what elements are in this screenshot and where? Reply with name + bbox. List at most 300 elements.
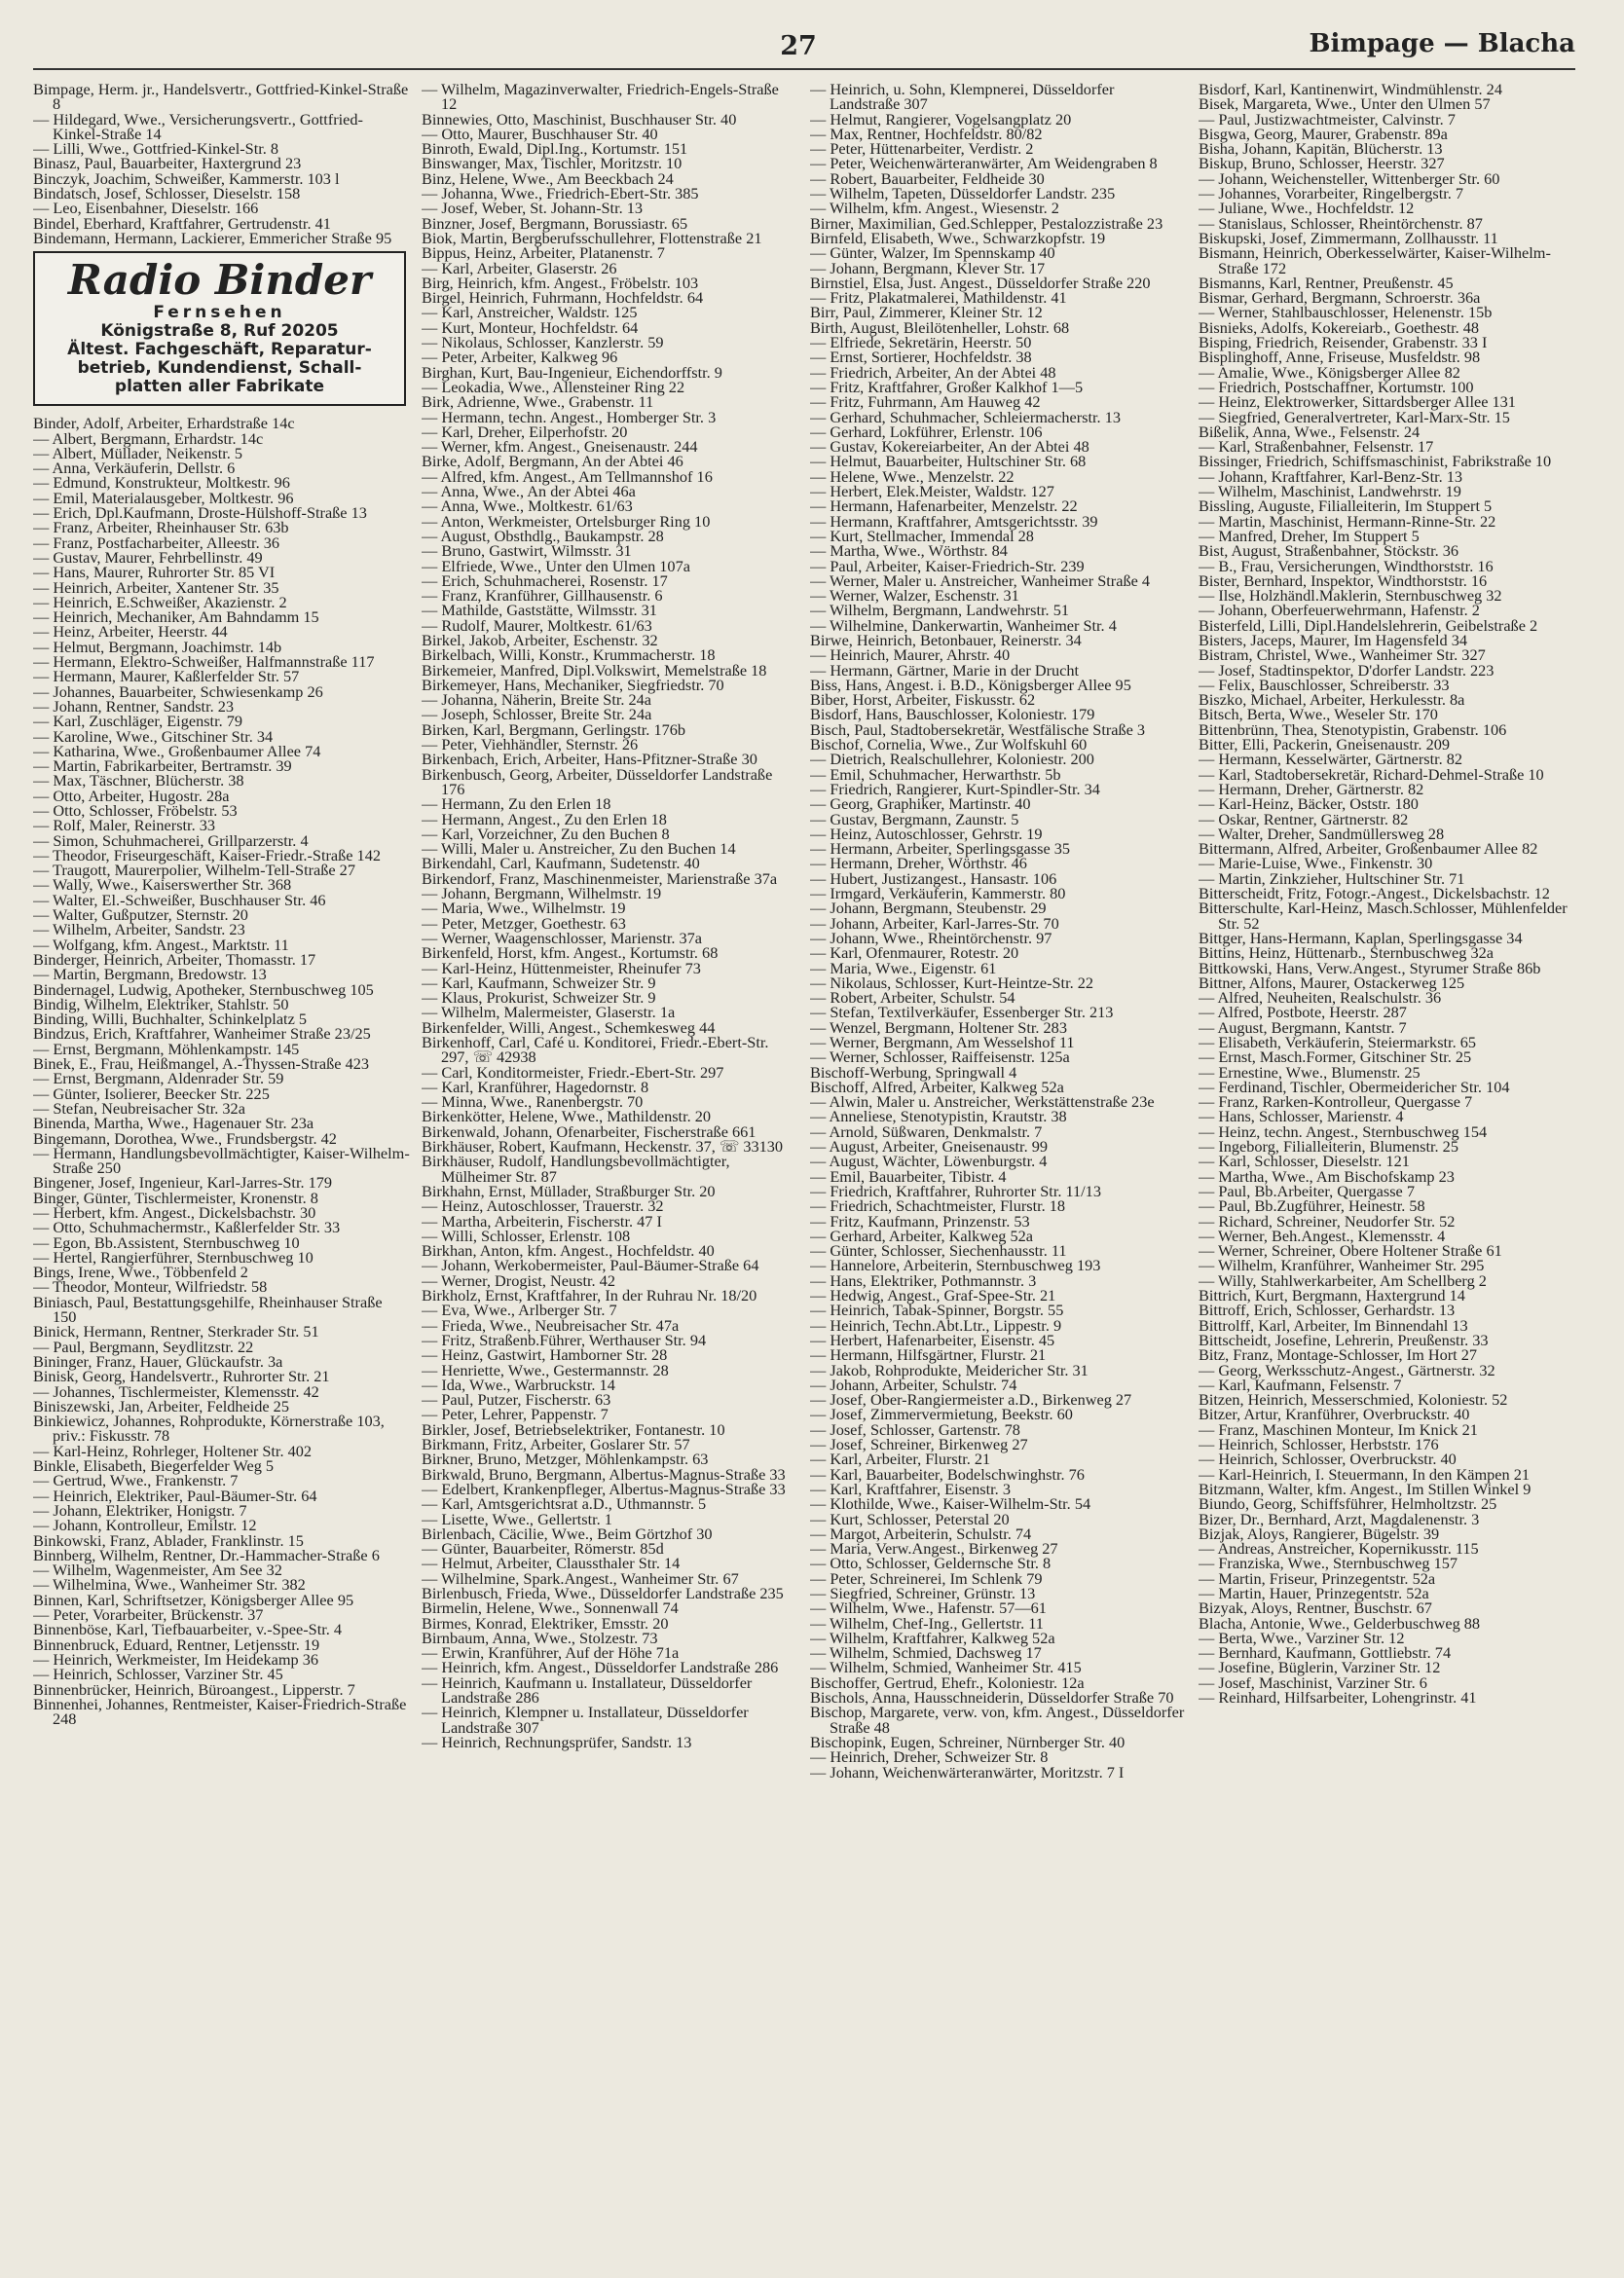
directory-entry: Birkhäuser, Rudolf, Handlungsbevollmächtigter, Mülheimer Str. 87 [422,1152,730,1186]
directory-entry: — Hans, Elektriker, Pothmannstr. 3 [810,1270,1037,1290]
directory-entry: — Paul, Bb.Arbeiter, Quergasse 7 [1199,1181,1415,1200]
directory-entry: Bister, Bernhard, Inspektor, Windthorststr. 16 [1199,570,1488,590]
directory-entry: Birkhan, Anton, kfm. Angest., Hochfeldstr. 40 [422,1241,715,1261]
directory-entry: — Stefan, Textilverkäufer, Essenberger Str. 213 [810,1003,1114,1022]
directory-entry: — Richard, Schreiner, Neudorfer Str. 52 [1199,1211,1456,1231]
directory-entry: — Fritz, Plakatmalerei, Mathildenstr. 41 [810,288,1067,308]
directory-entry: — Helmut, Bauarbeiter, Hultschiner Str. 68 [810,452,1087,471]
directory-entry: — Andreas, Anstreicher, Kopernikusstr. 115 [1199,1539,1479,1559]
advert-line: betrieb, Kundendienst, Schall- [77,358,362,379]
directory-entry: — Hermann, Handlungsbevollmächtigter, Kaiser-Wilhelm-Straße 250 [33,1143,410,1178]
directory-entry: — Katharina, Wwe., Großenbaumer Allee 74 [33,741,321,760]
directory-entry: — Peter, Vorarbeiter, Brückenstr. 37 [33,1605,264,1625]
directory-entry: Birkenbusch, Georg, Arbeiter, Düsseldorfer Landstraße 176 [422,764,773,798]
directory-entry: Bisek, Margareta, Wwe., Unter den Ulmen 57 [1199,94,1491,114]
directory-entry: — Hans, Maurer, Ruhrorter Str. 85 VI [33,563,276,582]
directory-entry: — Alwin, Maler u. Anstreicher, Werkstättenstraße 23e [810,1092,1155,1112]
directory-entry: — Rudolf, Maurer, Moltkestr. 61/63 [422,615,652,635]
directory-entry: — August, Bergmann, Kantstr. 7 [1199,1017,1407,1037]
directory-entry: — Oskar, Rentner, Gärtnerstr. 82 [1199,809,1409,828]
directory-entry: Biskupski, Josef, Zimmermann, Zollhausstr. 11 [1199,228,1498,247]
directory-entry: Birmes, Konrad, Elektriker, Emsstr. 20 [422,1613,669,1633]
directory-entry: Birke, Adolf, Bergmann, An der Abtei 46 [422,452,683,471]
directory-entry: — Peter, Weichenwärteranwärter, Am Weidengraben 8 [810,154,1158,173]
directory-entry: — Anna, Wwe., An der Abtei 46a [422,482,636,501]
directory-entry: Birlenbach, Cäcilie, Wwe., Beim Görtzhof 30 [422,1524,713,1543]
directory-entry: — Ernst, Bergmann, Möhlenkampstr. 145 [33,1039,300,1058]
directory-entry: — Stefan, Neubreisacher Str. 32a [33,1098,245,1118]
directory-entry: Bissinger, Friedrich, Schiffsmaschinist, Fabrikstraße 10 [1199,452,1552,471]
directory-entry: — Arnold, Süßwaren, Denkmalstr. 7 [810,1121,1043,1141]
directory-entry: Binroth, Ewald, Dipl.Ing., Kortumstr. 151 [422,139,688,159]
directory-entry: — Leokadia, Wwe., Allensteiner Ring 22 [422,377,685,396]
directory-entry: — Josef, Ober-Rangiermeister a.D., Birkenweg 27 [810,1390,1132,1410]
directory-entry: — Elisabeth, Verkäuferin, Steiermarkstr. 65 [1199,1033,1476,1051]
directory-entry: — Leo, Eisenbahner, Dieselstr. 166 [33,199,259,218]
directory-entry: — Eva, Wwe., Arlberger Str. 7 [422,1301,617,1320]
directory-entry: Bittger, Hans-Hermann, Kaplan, Sperlingsgasse 34 [1199,928,1523,947]
directory-entry: — Elfriede, Sekretärin, Heerstr. 50 [810,333,1032,352]
directory-entry: — Paul, Arbeiter, Kaiser-Friedrich-Str. 239 [810,556,1085,575]
directory-entry: — Margot, Arbeiterin, Schulstr. 74 [810,1524,1032,1543]
directory-entry: — Josef, Maschinist, Varziner Str. 6 [1199,1672,1427,1692]
directory-entry: Birkler, Josef, Betriebselektriker, Fontanestr. 10 [422,1419,725,1439]
directory-entry: Bischols, Anna, Hausschneiderin, Düsseldorfer Straße 70 [810,1688,1174,1708]
directory-entry: Biok, Martin, Bergberufsschullehrer, Flottenstraße 21 [422,228,762,247]
directory-entry: — Franz, Postfacharbeiter, Alleestr. 36 [33,533,279,552]
directory-entry: — Hermann, Kesselwärter, Gärtnerstr. 82 [1199,750,1463,769]
directory-entry: — Martin, Hauer, Prinzegentstr. 52a [1199,1583,1429,1602]
directory-entry: Bisch, Paul, Stadtobersekretär, Westfälische Straße 3 [810,719,1146,739]
directory-entry: Binnen, Karl, Schriftsetzer, Königsberger Allee 95 [33,1590,354,1609]
directory-entry: — Martin, Bergmann, Bredowstr. 13 [33,965,267,984]
directory-entry: Bissling, Auguste, Filialleiterin, Im Stuppert 5 [1199,496,1493,516]
directory-entry: Bisgwa, Georg, Maurer, Grabenstr. 89a [1199,124,1448,143]
directory-entry: Bisdorf, Hans, Bauschlosser, Koloniestr. 179 [810,705,1095,724]
directory-entry: Binkiewicz, Johannes, Rohprodukte, Körnerstraße 103, priv.: Fiskusstr. 78 [33,1412,385,1446]
column-4 [1199,82,1575,2243]
directory-entry: Bingemann, Dorothea, Wwe., Frundsbergstr. 42 [33,1128,337,1148]
directory-entry: — Heinrich, Elektriker, Paul-Bäumer-Str. 64 [33,1486,317,1505]
page-number: 27 [780,31,817,61]
radio-binder-advert [33,251,406,406]
directory-entry: — Josefine, Büglerin, Varziner Str. 12 [1199,1658,1441,1677]
directory-entry: — Günter, Isolierer, Beecker Str. 225 [33,1084,270,1103]
directory-entry: Binisk, Georg, Handelsvertr., Ruhrorter Str. 21 [33,1367,330,1386]
directory-entry: — Amalie, Wwe., Königsberger Allee 82 [1199,362,1460,382]
directory-entry: — Stanislaus, Schlosser, Rheintörchenstr. 87 [1199,213,1483,233]
directory-entry: — Wenzel, Bergmann, Holtener Str. 283 [810,1017,1067,1037]
directory-entry: Bings, Irene, Wwe., Többenfeld 2 [33,1263,248,1282]
directory-entry: — Franz, Rarken-Kontrolleur, Quergasse 7 [1199,1092,1473,1112]
directory-entry: — Wilhelm, Bergmann, Landwehrstr. 51 [810,601,1069,620]
directory-entry: — Johanna, Näherin, Breite Str. 24a [422,690,652,710]
directory-entry: — Johann, Kraftfahrer, Karl-Benz-Str. 13 [1199,466,1463,486]
directory-entry: Bindel, Eberhard, Kraftfahrer, Gertrudenstr. 41 [33,213,331,233]
directory-entry: — Karl, Kaufmann, Felsenstr. 7 [1199,1375,1402,1394]
directory-entry: — Ernst, Bergmann, Aldenrader Str. 59 [33,1069,284,1088]
directory-entry: Bitzmann, Walter, kfm. Angest., Im Stillen Winkel 9 [1199,1479,1532,1498]
directory-entry: — Karl, Straßenbahner, Felsenstr. 17 [1199,437,1434,457]
directory-entry: — Karl-Heinrich, I. Steuermann, In den Kämpen 21 [1199,1464,1530,1484]
directory-entry: — Emil, Materialausgeber, Moltkestr. 96 [33,488,294,507]
directory-entry: — Anneliese, Stenotypistin, Krautstr. 38 [810,1107,1067,1126]
directory-entry: Bisplinghoff, Anne, Friseuse, Musfeldstr. 98 [1199,348,1481,367]
directory-entry: — Hildegard, Wwe., Versicherungsvertr., Gottfried-Kinkel-Straße 14 [33,109,363,143]
directory-entry: — Ingeborg, Filialleiterin, Blumenstr. 25 [1199,1137,1458,1157]
directory-entry: — Heinrich, Schlosser, Overbruckstr. 40 [1199,1450,1457,1469]
directory-entry: — Heinrich, Mechaniker, Am Bahndamm 15 [33,607,319,627]
directory-entry: — Wilhelmine, Spark.Angest., Wanheimer Str. 67 [422,1568,739,1588]
advert-line: Fernsehen [153,303,286,323]
directory-entry: — Friedrich, Kraftfahrer, Ruhrorter Str. 11/13 [810,1181,1101,1200]
directory-entry: — Heinz, Elektrowerker, Sittardsberger Allee 131 [1199,392,1516,412]
directory-entry: — Martha, Wwe., Am Bischofskamp 23 [1199,1166,1455,1186]
directory-entry: — Ernestine, Wwe., Blumenstr. 25 [1199,1062,1421,1082]
directory-entry: — Heinrich, Werkmeister, Im Heidekamp 36 [33,1649,318,1669]
directory-entry: — Heinrich, Dreher, Schweizer Str. 8 [810,1747,1049,1767]
directory-entry: — Helmut, Rangierer, Vogelsangplatz 20 [810,109,1072,129]
directory-entry: — Werner, Beh.Angest., Klemensstr. 4 [1199,1226,1446,1245]
directory-entry: Bindernagel, Ludwig, Apotheker, Sternbuschweg 105 [33,979,374,999]
directory-entry: — Henriette, Wwe., Gestermannstr. 28 [422,1360,669,1379]
directory-entry: Bitz, Franz, Montage-Schlosser, Im Hort 27 [1199,1345,1478,1365]
directory-entry: — Franz, Kranführer, Gillhausenstr. 6 [422,586,663,606]
directory-entry: — Wilhelm, Arbeiter, Sandstr. 23 [33,920,245,939]
directory-entry: Bismanns, Karl, Rentner, Preußenstr. 45 [1199,273,1454,292]
directory-entry: — Ilse, Holzhändl.Maklerin, Sternbuschweg 32 [1199,586,1502,606]
directory-entry: — Karl, Ofenmaurer, Rotestr. 20 [810,943,1019,963]
directory-entry: Bizjak, Aloys, Rangierer, Bügelstr. 39 [1199,1524,1440,1543]
directory-entry: — Paul, Bb.Zugführer, Heinestr. 58 [1199,1196,1425,1216]
directory-entry: — Josef, Stadtinspektor, D'dorfer Landstr. 223 [1199,660,1495,680]
directory-entry: — Otto, Schlosser, Fröbelstr. 53 [33,800,238,820]
directory-entry: — Heinrich, E.Schweißer, Akazienstr. 2 [33,592,287,611]
directory-entry: Birmelin, Helene, Wwe., Sonnenwall 74 [422,1598,679,1618]
directory-entry: — Hermann, Maurer, Kaßlerfelder Str. 57 [33,667,300,686]
directory-entry: — Emil, Bauarbeiter, Tibistr. 4 [810,1166,1007,1186]
directory-entry: Bischoffer, Gertrud, Ehefr., Koloniestr. 12a [810,1672,1085,1692]
directory-entry: Bisnieks, Adolfs, Kokereiarb., Goethestr. 48 [1199,317,1480,337]
directory-entry: — August, Arbeiter, Gneisenaustr. 99 [810,1137,1048,1157]
directory-entry: — Anna, Verkäuferin, Dellstr. 6 [33,459,236,478]
directory-entry: Bimpage, Herm. jr., Handelsvertr., Gottfried-Kinkel-Straße 8 [33,82,409,114]
advert-line: platten aller Fabrikate [114,377,325,397]
directory-entry: — Helmut, Arbeiter, Claussthaler Str. 14 [422,1554,681,1573]
directory-entry: — Martha, Wwe., Wörthstr. 84 [810,541,1008,561]
directory-entry: Bischof, Cornelia, Wwe., Zur Wolfskuhl 60 [810,735,1088,754]
directory-entry: — Ernst, Sortierer, Hochfeldstr. 38 [810,348,1032,367]
directory-entry: — Erich, Dpl.Kaufmann, Droste-Hülshoff-Straße 13 [33,503,367,523]
directory-entry: Bittermann, Alfred, Arbeiter, Großenbaumer Allee 82 [1199,839,1538,859]
directory-entry: — Dietrich, Realschullehrer, Koloniestr. 200 [810,750,1094,769]
directory-entry: — Lisette, Wwe., Gellertstr. 1 [422,1509,612,1528]
directory-entry: — Karoline, Wwe., Gitschiner Str. 34 [33,726,274,746]
column-2 [422,82,798,2243]
directory-entry: Birkemeier, Manfred, Dipl.Volkswirt, Memelstraße 18 [422,660,767,680]
directory-entry: — Kurt, Monteur, Hochfeldstr. 64 [422,317,639,337]
directory-entry: — Bruno, Gastwirt, Wilmsstr. 31 [422,541,632,561]
directory-entry: Binenda, Martha, Wwe., Hagenauer Str. 23a [33,1114,314,1133]
directory-entry: Birkemeyer, Hans, Mechaniker, Siegfriedstr. 70 [422,675,724,694]
directory-entry: Birkenfelder, Willi, Angest., Schemkesweg 44 [422,1017,716,1037]
directory-entry: — Heinrich, Klempner u. Installateur, Düsseldorfer Landstraße 307 [422,1703,749,1737]
directory-entry: — Karl, Stadtobersekretär, Richard-Dehmel-Straße 10 [1199,764,1544,784]
directory-entry: Biundo, Georg, Schiffsführer, Helmholtzstr. 25 [1199,1494,1497,1514]
directory-entry: Birth, August, Bleilötenheller, Lohstr. 68 [810,317,1070,337]
directory-entry: — Gustav, Kokereiarbeiter, An der Abtei 48 [810,437,1089,457]
directory-entry: Binnewies, Otto, Maschinist, Buschhauser Str. 40 [422,109,737,129]
directory-entry: — Johann, Werkobermeister, Paul-Bäumer-Straße 64 [422,1256,759,1275]
directory-entry: — Kurt, Schlosser, Peterstal 20 [810,1509,1010,1528]
directory-entry: — Peter, Viehhändler, Sternstr. 26 [422,735,639,754]
directory-entry: Birkhahn, Ernst, Müllader, Straßburger Str. 20 [422,1181,716,1200]
directory-entry: — Peter, Hüttenarbeiter, Verdistr. 2 [810,139,1034,159]
directory-entry: Bischop, Margarete, verw. von, kfm. Angest., Düsseldorfer Straße 48 [810,1703,1185,1737]
directory-entry: — Karl-Heinz, Rohrleger, Holtener Str. 402 [33,1441,313,1460]
directory-entry: — Werner, Schlosser, Raiffeisenstr. 125a [810,1047,1070,1067]
directory-entry: — Siegfried, Generalvertreter, Karl-Marx-Str. 15 [1199,407,1510,426]
directory-entry: Bißelik, Anna, Wwe., Felsenstr. 24 [1199,422,1421,441]
directory-entry: — Wilhelmina, Wwe., Wanheimer Str. 382 [33,1575,306,1595]
column-3 [810,82,1187,2243]
directory-entry: — Heinz, Autoschlosser, Trauerstr. 32 [422,1196,664,1216]
directory-entry: Binnenbruck, Eduard, Rentner, Letjensstr. 19 [33,1635,320,1654]
directory-entry: — Max, Rentner, Hochfeldstr. 80/82 [810,124,1043,143]
advert-line: Ältest. Fachgeschäft, Reparatur- [67,340,372,360]
column-1-entries-bottom [33,414,410,1729]
directory-entry: Bindig, Wilhelm, Elektriker, Stahlstr. 50 [33,994,289,1013]
header-rule [33,68,1575,70]
directory-entry: — Karl, Zuschläger, Eigenstr. 79 [33,712,243,731]
directory-entry: Bischopink, Eugen, Schreiner, Nürnberger Str. 40 [810,1732,1126,1751]
directory-entry: — Berta, Wwe., Varziner Str. 12 [1199,1628,1405,1647]
directory-entry: — Manfred, Dreher, Im Stuppert 5 [1199,526,1420,545]
directory-entry: Bisha, Johann, Kapitän, Blücherstr. 13 [1199,139,1443,159]
directory-entry: — Hermann, Dreher, Wörthstr. 46 [810,854,1027,873]
directory-entry: — Fritz, Fuhrmann, Am Hauweg 42 [810,392,1041,412]
directory-entry: Birk, Adrienne, Wwe., Grabenstr. 11 [422,392,654,412]
directory-entry: Birnbaum, Anna, Wwe., Stolzestr. 73 [422,1628,658,1647]
directory-entry: — Albert, Müllader, Neikenstr. 5 [33,443,243,462]
directory-entry: Binick, Hermann, Rentner, Sterkrader Str. 51 [33,1322,319,1341]
directory-entry: — Gerhard, Schuhmacher, Schleiermacherstr. 13 [810,407,1121,426]
directory-entry: — Martin, Fabrikarbeiter, Bertramstr. 39 [33,756,292,776]
directory-entry: — Albert, Bergmann, Erhardstr. 14c [33,428,264,448]
directory-entry: Birkelbach, Willi, Konstr., Krummacherstr. 18 [422,645,716,665]
directory-entry: — Johann, Wwe., Rheintörchenstr. 97 [810,928,1052,947]
directory-entry: — Erwin, Kranführer, Auf der Höhe 71a [422,1643,680,1663]
directory-entry: — Hermann, Hafenarbeiter, Menzelstr. 22 [810,496,1078,516]
directory-entry: Biniasch, Paul, Bestattungsgehilfe, Rheinhauser Straße 150 [33,1292,383,1327]
directory-entry: — Johannes, Vorarbeiter, Ringelbergstr. 7 [1199,184,1464,203]
directory-entry: — Hermann, Elektro-Schweißer, Halfmannstraße 117 [33,652,375,672]
directory-entry: — Karl, Anstreicher, Waldstr. 125 [422,303,638,322]
directory-entry: Bitzer, Artur, Kranführer, Overbruckstr. 40 [1199,1405,1470,1424]
directory-entry: Birkendorf, Franz, Maschinenmeister, Marienstraße 37a [422,868,778,888]
directory-entry: — Wilhelm, Chef-Ing., Gellertstr. 11 [810,1613,1044,1633]
directory-entry: — Hermann, Zu den Erlen 18 [422,794,611,814]
directory-entry: — Friedrich, Arbeiter, An der Abtei 48 [810,362,1056,382]
directory-entry: Bininger, Franz, Hauer, Glückaufstr. 3a [33,1351,283,1371]
directory-entry: — Ferdinand, Tischler, Obermeidericher Str. 104 [1199,1077,1510,1096]
directory-entry: — Herbert, kfm. Angest., Dickelsbachstr. 30 [33,1203,316,1222]
directory-entry: — Heinrich, Tabak-Spinner, Borgstr. 55 [810,1301,1064,1320]
directory-entry: — Hermann, Gärtner, Marie in der Drucht [810,660,1080,680]
directory-entry: — Maria, Wwe., Wilhelmstr. 19 [422,899,626,918]
directory-entry: — Hermann, Angest., Zu den Erlen 18 [422,809,667,828]
directory-entry: — Robert, Arbeiter, Schulstr. 54 [810,988,1015,1008]
directory-entry: — Josef, Schlosser, Gartenstr. 78 [810,1419,1020,1439]
directory-entry: Biniszewski, Jan, Arbeiter, Feldheide 25 [33,1396,289,1415]
directory-entry: Bismar, Gerhard, Bergmann, Schroerstr. 36a [1199,288,1481,308]
directory-entry: — Franz, Arbeiter, Rheinhauser Str. 63b [33,518,289,537]
directory-entry: — Wilhelm, kfm. Angest., Wiesenstr. 2 [810,199,1059,218]
directory-entry: — Johann, Bergmann, Klever Str. 17 [810,258,1046,277]
directory-entry: Birkmann, Fritz, Arbeiter, Goslarer Str. 57 [422,1435,690,1454]
advert-logo: Radio Binder [67,256,372,305]
directory-entry: Binzner, Josef, Bergmann, Borussiastr. 65 [422,213,688,233]
directory-entry: Bischoff-Werbung, Springwall 4 [810,1062,1017,1082]
directory-entry: — Johann, Weichenwärteranwärter, Moritzstr. 7 I [810,1762,1125,1782]
directory-entry: — Werner, Waagenschlosser, Marienstr. 37a [422,928,702,947]
directory-entry: Birkenwald, Johann, Ofenarbeiter, Fischerstraße 661 [422,1121,757,1141]
directory-entry: — Johannes, Bauarbeiter, Schwiesenkamp 26 [33,681,323,701]
directory-entry: — Helmut, Bergmann, Joachimstr. 14b [33,637,282,656]
directory-entry: Binger, Günter, Tischlermeister, Kronenstr. 8 [33,1188,318,1207]
directory-entry: — Hermann, Arbeiter, Sperlingsgasse 35 [810,839,1071,859]
directory-entry: — Karl, Amtsgerichtsrat a.D., Uthmannstr. 5 [422,1494,707,1514]
directory-entry: Bischoff, Alfred, Arbeiter, Kalkweg 52a [810,1077,1064,1096]
directory-entry: — Heinrich, u. Sohn, Klempnerei, Düsseldorfer Landstraße 307 [810,82,1115,114]
directory-entry: Binkowski, Franz, Ablader, Franklinstr. 15 [33,1530,304,1550]
directory-entry: — Werner, kfm. Angest., Gneisenaustr. 244 [422,437,698,457]
directory-entry: — Juliane, Wwe., Hochfeldstr. 12 [1199,199,1415,218]
directory-entry: — B., Frau, Versicherungen, Windthorststr. 16 [1199,556,1494,575]
directory-entry: — Kurt, Stellmacher, Immendal 28 [810,526,1034,545]
directory-entry: — August, Obsthdlg., Baukampstr. 28 [422,526,664,545]
directory-entry: Birkendahl, Carl, Kaufmann, Sudetenstr. 40 [422,854,700,873]
directory-entry: — Theodor, Monteur, Wilfriedstr. 58 [33,1277,268,1297]
directory-entry: — Traugott, Maurerpolier, Wilhelm-Tell-Straße 27 [33,861,355,880]
directory-entry: — Edmund, Konstrukteur, Moltkestr. 96 [33,473,290,493]
directory-entry: — Walter, Dreher, Sandmüllersweg 28 [1199,824,1445,843]
directory-entry: — Peter, Lehrer, Pappenstr. 7 [422,1405,609,1424]
directory-entry: — Heinrich, Arbeiter, Xantener Str. 35 [33,577,279,597]
directory-entry: Bitsch, Berta, Wwe., Weseler Str. 170 [1199,705,1438,724]
directory-entry: Biber, Horst, Arbeiter, Fiskusstr. 62 [810,690,1036,710]
directory-entry: — Minna, Wwe., Ranenbergstr. 70 [422,1092,644,1112]
directory-entry: — Helene, Wwe., Menzelstr. 22 [810,466,1015,486]
directory-entry: — Wilhelm, Kranführer, Wanheimer Str. 295 [1199,1256,1485,1275]
directory-entry: Birkenbach, Erich, Arbeiter, Hans-Pfitzner-Straße 30 [422,750,757,769]
column-1-entries-top [33,82,410,245]
directory-entry: Binnenböse, Karl, Tiefbauarbeiter, v.-Spee-Str. 4 [33,1620,343,1639]
directory-entry: — Hans, Schlosser, Marienstr. 4 [1199,1107,1404,1126]
directory-entry: — Walter, Gußputzer, Sternstr. 20 [33,905,248,925]
directory-entry: Binderger, Heinrich, Arbeiter, Thomasstr. 17 [33,949,316,969]
directory-entry: — Josef, Weber, St. Johann-Str. 13 [422,199,644,218]
directory-entry: — Joseph, Schlosser, Breite Str. 24a [422,705,652,724]
directory-entry: Bittins, Heinz, Hüttenarb., Sternbuschweg 32a [1199,943,1494,963]
directory-entry: Binder, Adolf, Arbeiter, Erhardstraße 14c [33,414,295,433]
directory-entry: Bippus, Heinz, Arbeiter, Platanenstr. 7 [422,243,665,263]
directory-entry: Bisterfeld, Lilli, Dipl.Handelslehrerin, Geibelstraße 2 [1199,615,1538,635]
directory-entry: — Bernhard, Kaufmann, Gottliebstr. 74 [1199,1643,1452,1663]
directory-entry: — Fritz, Kaufmann, Prinzenstr. 53 [810,1211,1030,1231]
directory-entry: — Wilhelm, Schmied, Wanheimer Str. 415 [810,1658,1082,1677]
directory-entry: — Otto, Maurer, Buschhauser Str. 40 [422,124,658,143]
directory-entry: — Gerhard, Arbeiter, Kalkweg 52a [810,1226,1034,1245]
directory-entry: — Georg, Graphiker, Martinstr. 40 [810,794,1031,814]
directory-entry: Blacha, Antonie, Wwe., Gelderbuschweg 88 [1199,1613,1481,1633]
directory-columns [33,82,1575,2243]
directory-entry: Birkel, Jakob, Arbeiter, Eschenstr. 32 [422,630,658,649]
directory-entry: — Karl-Heinz, Bäcker, Oststr. 180 [1199,794,1419,814]
directory-entry: — Friedrich, Schachtmeister, Flurstr. 18 [810,1196,1066,1216]
directory-entry: Binswanger, Max, Tischler, Moritzstr. 10 [422,154,683,173]
directory-entry: — Johann, Arbeiter, Schulstr. 74 [810,1375,1017,1394]
directory-entry: — Hermann, Hilfsgärtner, Flurstr. 21 [810,1345,1047,1365]
directory-entry: Bizyak, Aloys, Rentner, Buschstr. 67 [1199,1598,1432,1618]
directory-entry: Birkenfeld, Horst, kfm. Angest., Kortumstr. 68 [422,943,719,963]
directory-entry: — Johann, Bergmann, Wilhelmstr. 19 [422,884,662,903]
directory-entry: — Wilhelm, Kraftfahrer, Kalkweg 52a [810,1628,1055,1647]
directory-entry: — Nikolaus, Schlosser, Kurt-Heintze-Str. 22 [810,973,1094,992]
directory-entry: — Ida, Wwe., Warbruckstr. 14 [422,1375,615,1394]
directory-entry: Bisters, Jaceps, Maurer, Im Hagensfeld 34 [1199,630,1468,649]
directory-entry: — Wally, Wwe., Kaiserswerther Str. 368 [33,875,292,895]
directory-entry: — Otto, Schuhmachermstr., Kaßlerfelder Str. 33 [33,1218,341,1237]
directory-entry: — Johann, Kontrolleur, Emilstr. 12 [33,1516,257,1535]
directory-entry: — Heinrich, kfm. Angest., Düsseldorfer Landstraße 286 [422,1658,779,1677]
directory-entry: — Hannelore, Arbeiterin, Sternbuschweg 193 [810,1256,1101,1275]
directory-entry: — Martin, Maschinist, Hermann-Rinne-Str. 22 [1199,511,1496,531]
directory-entry: Bittrolff, Karl, Arbeiter, Im Binnendahl 13 [1199,1315,1468,1335]
directory-entry: — Willi, Schlosser, Erlenstr. 108 [422,1226,631,1245]
directory-entry: — Johann, Weichensteller, Wittenberger Str. 60 [1199,168,1500,188]
directory-entry: — Wilhelm, Maschinist, Landwehrstr. 19 [1199,482,1461,501]
directory-entry: Bittner, Alfons, Maurer, Ostackerweg 125 [1199,973,1465,992]
directory-entry: — Gustav, Maurer, Fehrbellinstr. 49 [33,547,263,567]
directory-entry: — Karl, Dreher, Eilperhofstr. 20 [422,422,628,441]
directory-entry: — Werner, Maler u. Anstreicher, Wanheimer Straße 4 [810,570,1151,590]
directory-entry: — Simon, Schuhmacherei, Grillparzerstr. 4 [33,830,309,850]
directory-entry: — Felix, Bauschlosser, Schreiberstr. 33 [1199,675,1450,694]
directory-entry: — Herbert, Elek.Meister, Waldstr. 127 [810,482,1054,501]
directory-entry: Birkhäuser, Robert, Kaufmann, Heckenstr. 37, ☏ 33130 [422,1137,784,1157]
directory-entry: Binz, Helene, Wwe., Am Beeckbach 24 [422,168,674,188]
directory-entry: — Johann, Rentner, Sandstr. 23 [33,696,235,716]
directory-entry: — Peter, Arbeiter, Kalkweg 96 [422,348,618,367]
directory-entry: Bitterscheidt, Fritz, Fotogr.-Angest., Dickelsbachstr. 12 [1199,884,1550,903]
directory-entry: Birnfeld, Elisabeth, Wwe., Schwarzkopfstr. 19 [810,228,1106,247]
directory-entry: Birg, Heinrich, kfm. Angest., Fröbelstr. 103 [422,273,699,292]
directory-entry: Binding, Willi, Buchhalter, Schinkelplatz 5 [33,1010,308,1029]
directory-entry: — Günter, Bauarbeiter, Römerstr. 85d [422,1539,664,1559]
directory-entry: Birr, Paul, Zimmerer, Kleiner Str. 12 [810,303,1043,322]
directory-entry: — Marie-Luise, Wwe., Finkenstr. 30 [1199,854,1433,873]
directory-entry: — Johann, Bergmann, Steubenstr. 29 [810,899,1047,918]
directory-entry: Bittrich, Kurt, Bergmann, Haxtergrund 14 [1199,1286,1465,1305]
directory-entry: — Jakob, Rohprodukte, Meidericher Str. 31 [810,1360,1089,1379]
directory-entry: — Werner, Schreiner, Obere Holtener Straße 61 [1199,1241,1502,1261]
directory-entry: Bizer, Dr., Bernhard, Arzt, Magdalenenstr. 3 [1199,1509,1480,1528]
directory-entry: — Willy, Stahlwerkarbeiter, Am Schellberg 2 [1199,1270,1487,1290]
directory-entry: — Willi, Maler u. Anstreicher, Zu den Buchen 14 [422,839,736,859]
directory-entry: Bittkowski, Hans, Verw.Angest., Styrumer Straße 86b [1199,958,1541,977]
directory-entry: Birner, Maximilian, Ged.Schlepper, Pestalozzistraße 23 [810,213,1163,233]
